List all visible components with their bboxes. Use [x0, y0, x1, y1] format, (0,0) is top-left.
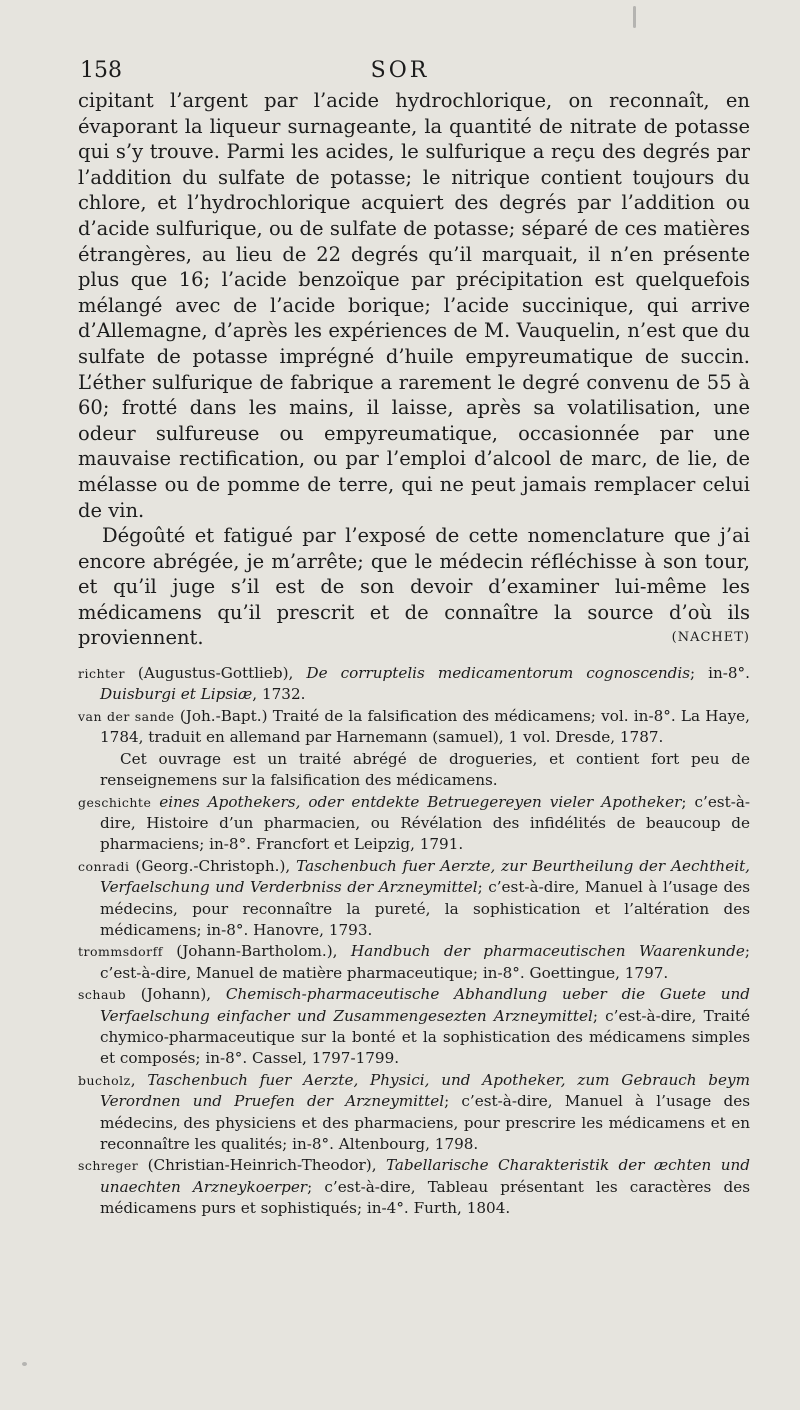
bib-entry: schreger (Christian-Heinrich-Theodor), Tabellarische Charakteristik der æchten und unaechten Arzneykoerper; c’est-à-dire, Tableau présentant les caractères des médicamens purs et sophistiqués; in-4°. Furth, 1804.: [78, 1156, 750, 1218]
page-number: 158: [80, 58, 122, 83]
bib-title: Handbuch der pharmaceutischen Waarenkunde: [350, 942, 745, 961]
bib-title: Tabellarische Charakteristik der æchten und unaechten Arzneykoerper: [100, 1156, 750, 1196]
bib-entry: van der sande (Joh.-Bapt.) Traité de la falsification des médicamens; vol. in-8°. La Haye, 1784, traduit en allemand par Harnemann (samuel), 1 vol. Dresde, 1787.: [78, 706, 751, 747]
bib-title: Taschenbuch fuer Aerzte, Physici, und Apotheker, zum Gebrauch beym Verordnen und Pruefen der Arzneymittel: [100, 1070, 750, 1111]
paper-blemish: [22, 1362, 27, 1366]
page-body: [78, 88, 750, 1220]
bib-author: richter: [78, 666, 125, 682]
bib-author: trommsdorff: [78, 944, 163, 960]
bib-author: schreger: [78, 1158, 139, 1174]
paragraph-1: cipitant l’argent par l’acide hydrochlorique, on reconnaît, en évaporant la liqueur surnageante, la quantité de nitrate de potasse qui s’y trouve. Parmi les acides, le sulfurique a reçu des degrés par l’addition du sulfate de potasse; le nitrique contient toujours du chlore, et l’hydrochlorique acquiert des degrés par l’addition ou d’acide sulfurique, ou de sulfate de potasse; séparé de ces matières étrangères, au lieu de 22 degrés qu’il marquait, il n’en présente plus que 16; l’acide benzoïque par précipitation est quelquefois mélangé avec de l’acide borique; l’acide succinique, qui arrive d’Allemagne, d’après les expériences de M. Vauquelin, n’est que du sulfate de potasse imprégné d’huile empyreumatique de succin. L’éther sulfurique de fabrique a rarement le degré convenu de 55 à 60; frotté dans les mains, il laisse, après sa volatilisation, une odeur sulfureuse ou empyreumatique, occasionnée par une mauvaise rectification, ou par l’emploi d’alcool de marc, de lie, de mélasse ou de pomme de terre, qui ne peut jamais remplacer celui de vin.: [78, 89, 750, 522]
bib-entry: richter (Augustus-Gottlieb), De corruptelis medicamentorum cognoscendis; in-8°. Duisburgi et Lipsiæ, 1732.: [78, 664, 750, 704]
bib-entry: geschichte eines Apothekers, oder entdekte Betruegereyen vieler Apotheker; c’est-à-dire, Histoire d’un pharmacien, ou Révélation des infidélités de beaucoup de pharmaciens; in-8°. Francfort et Leipzig, 1791.: [78, 792, 751, 854]
bib-entry: schaub (Johann), Chemisch-pharmaceutische Abhandlung ueber die Guete und Verfaelschung einfacher und Zusammengesezten Arzneymittel; c’est-à-dire, Traité chymico-pharmaceutique sur la bonté et la sophistication des médicamens simples et composés; in-8°. Cassel, 1797-1799.: [78, 985, 750, 1068]
bib-note: Cet ouvrage est un traité abrégé de drogueries, et contient fort peu de renseignemens sur la falsification des médicamens.: [100, 749, 750, 790]
bib-author: van der sande: [78, 708, 175, 724]
bibliography: [78, 663, 750, 1220]
bib-author: schaub: [78, 987, 126, 1003]
bib-title: De corruptelis medicamentorum cognoscendis: [306, 664, 690, 683]
paragraph-2: [78, 523, 750, 651]
bib-entry: trommsdorff (Johann-Bartholom.), Handbuch der pharmaceutischen Waarenkunde; c’est-à-dire, Manuel de matière pharmaceutique; in-8°. Goettingue, 1797.: [78, 942, 750, 982]
bib-author: geschichte: [78, 794, 152, 810]
author-signature: (NACHET): [671, 630, 750, 646]
bib-entry: conradi (Georg.-Christoph.), Taschenbuch fuer Aerzte, zur Beurtheilung der Aechtheit, Verfaelschung und Verderbniss der Arzneymittel; c’est-à-dire, Manuel à l’usage des médecins, pour reconnaître la pureté, la sophistication et l’altération des médicamens; in-8°. Hanovre, 1793.: [78, 856, 750, 939]
bib-title: eines Apothekers, oder entdekte Betruegereyen vieler Apotheker: [159, 792, 682, 811]
running-head: SOR: [370, 58, 430, 83]
paragraph-2-text: Dégoûté et fatigué par l’exposé de cette nomenclature que j’ai encore abrégée, je m’arrête; que le médecin réfléchisse à son tour, et qu’il juge s’il est de son devoir d’examiner lui-même les médicamens qu’il prescrit et de connaître la source d’où ils proviennent.: [78, 524, 750, 650]
paper-blemish: [633, 6, 636, 28]
bib-author: bucholz: [78, 1072, 131, 1088]
bib-author: conradi: [78, 858, 130, 874]
bib-title: Taschenbuch fuer Aerzte, zur Beurtheilung der Aechtheit, Verfaelschung und Verderbniss der Arzneymittel: [100, 856, 750, 897]
main-text: [78, 88, 750, 651]
bib-entry: bucholz, Taschenbuch fuer Aerzte, Physici, und Apotheker, zum Gebrauch beym Verordnen und Pruefen der Arzneymittel; c’est-à-dire, Manuel à l’usage des médecins, des physiciens et des pharmaciens, pour prescrire les médicamens et en reconnaître les qualités; in-8°. Altenbourg, 1798.: [78, 1070, 751, 1153]
bib-title: Chemisch-pharmaceutische Abhandlung ueber die Guete und Verfaelschung einfacher und Zusammengesezten Arzneymittel: [100, 985, 750, 1025]
